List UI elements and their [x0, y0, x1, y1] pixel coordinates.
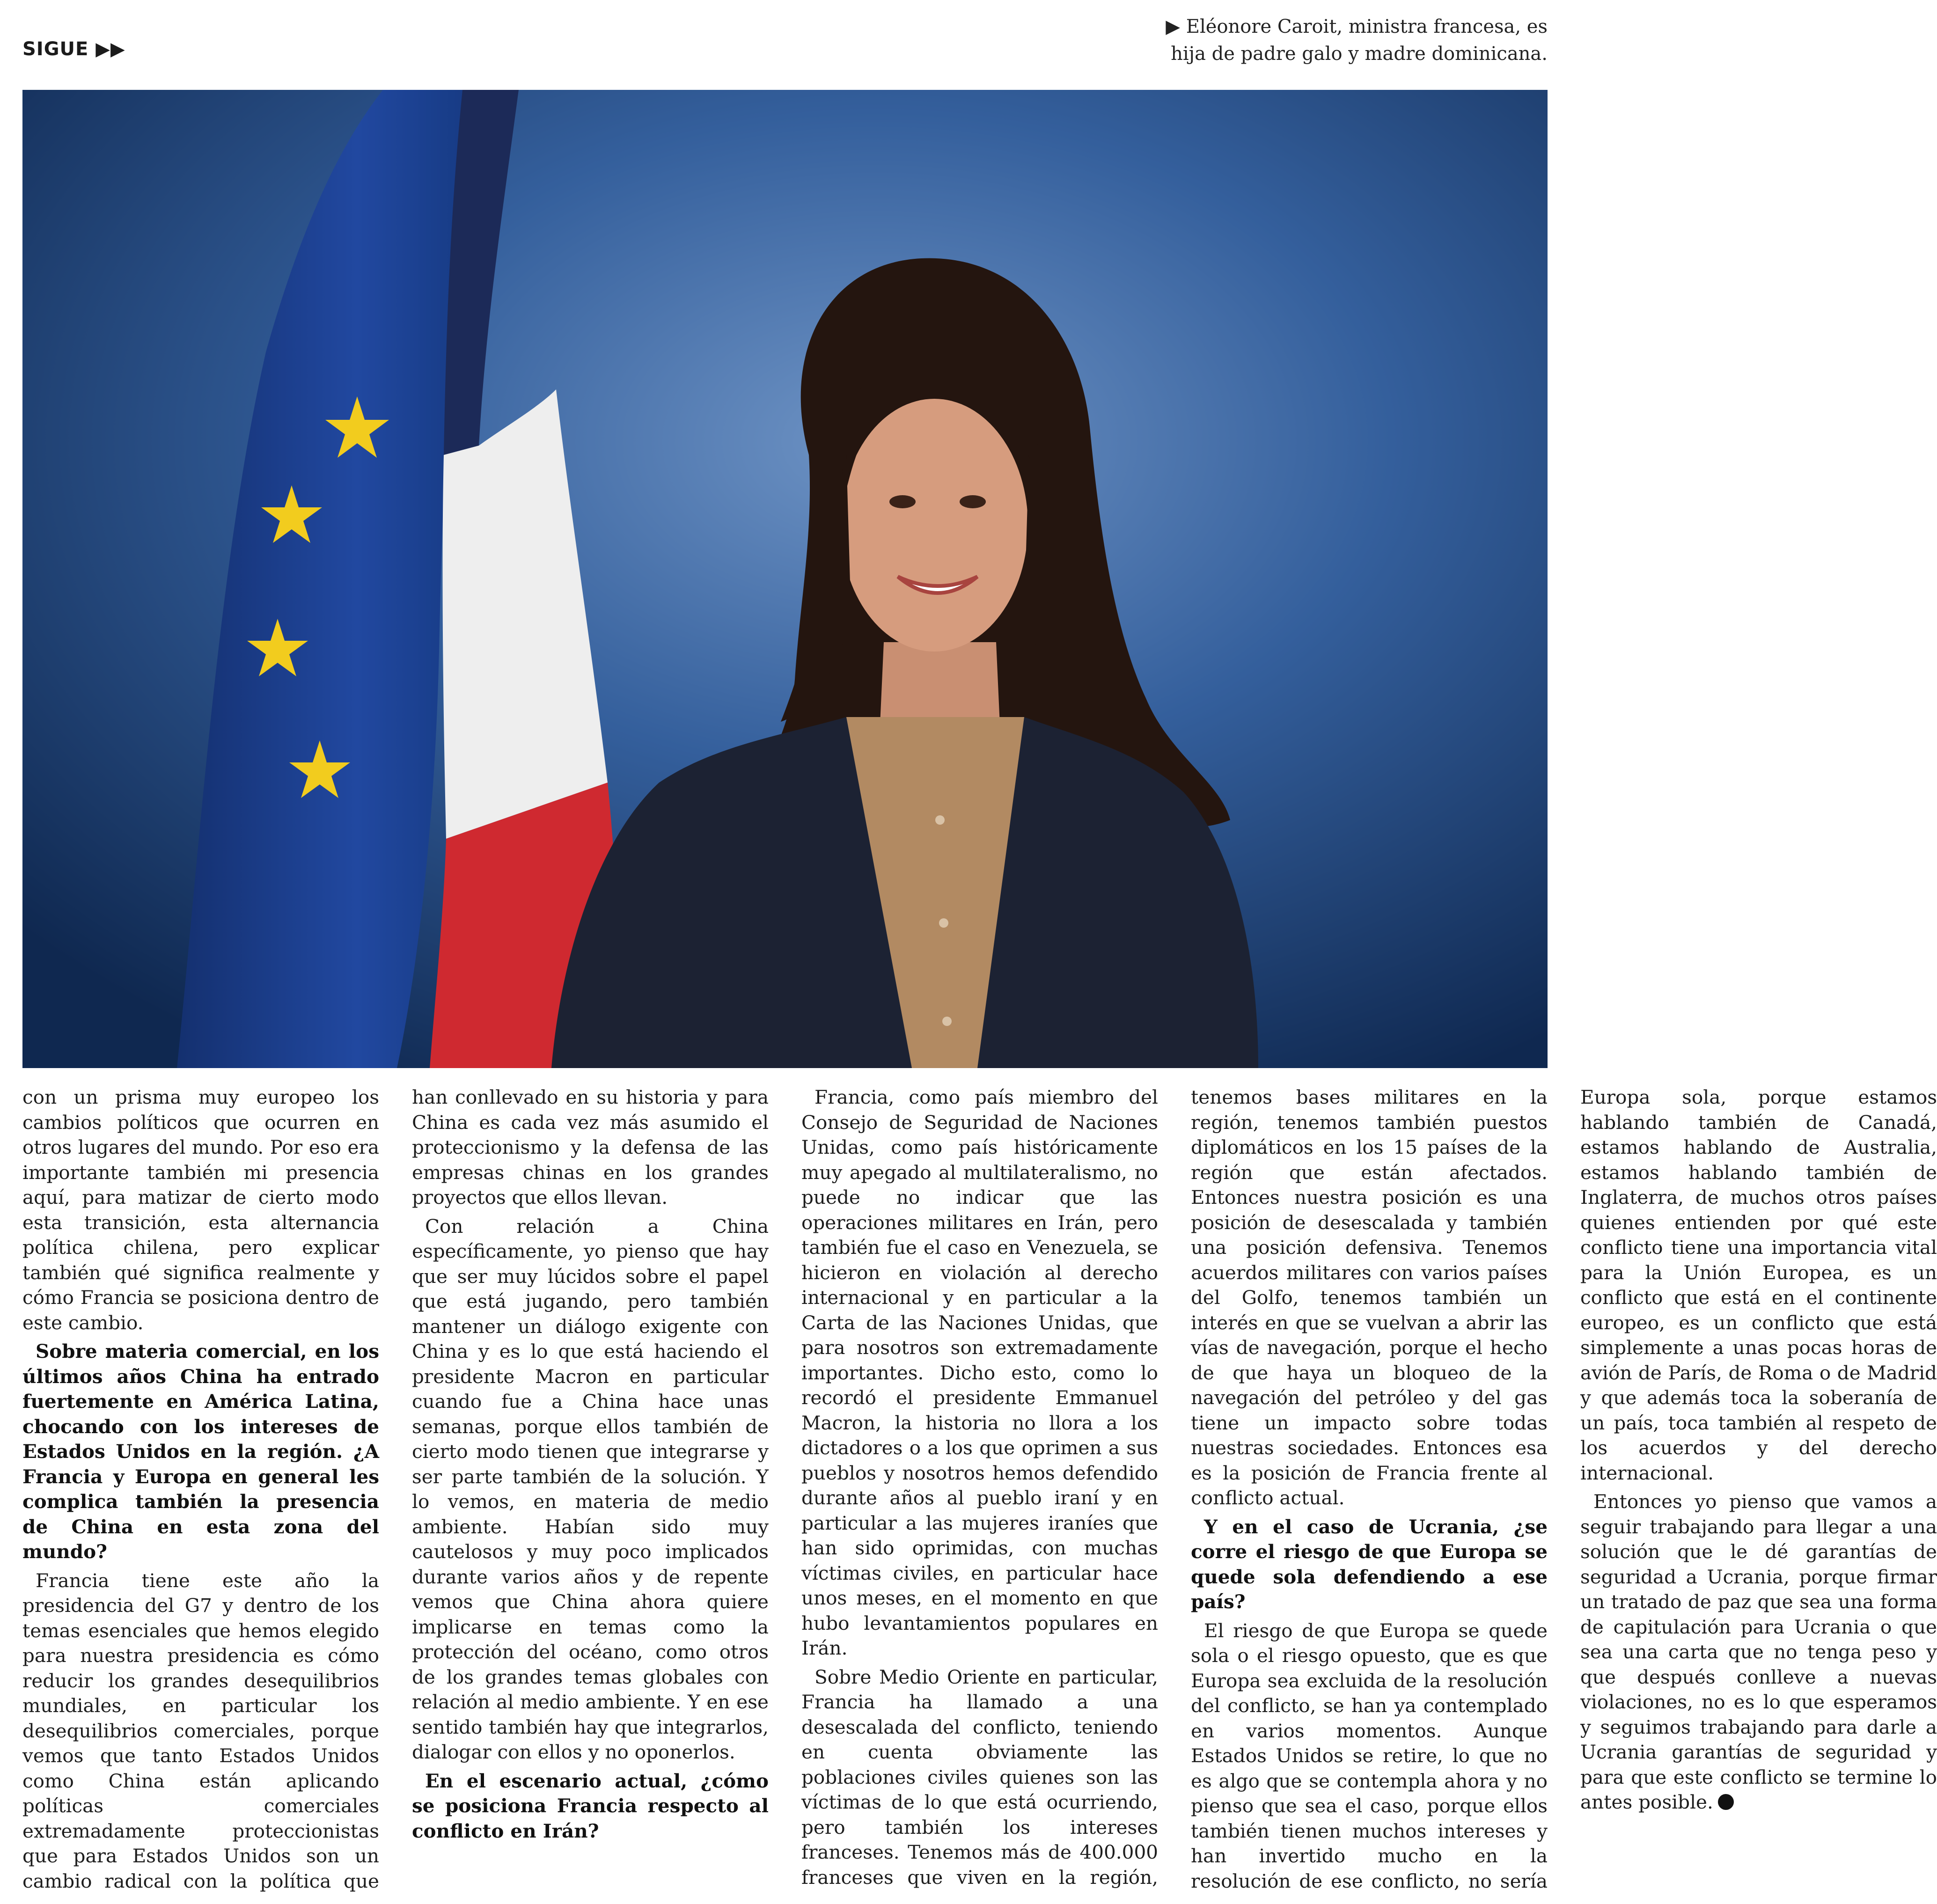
sigue-label: SIGUE ▶▶ [22, 38, 125, 60]
photo-caption: ▶ Eléonore Caroit, ministra francesa, es hija de padre galo y madre dominicana. [1166, 16, 1548, 65]
interview-question: Y en el caso de Ucrania, ¿se corre el riesgo de que Europa se quede sola defendiendo a ese país? [1191, 1515, 1548, 1613]
article-paragraph: con un prisma muy europeo los cambios políticos que ocurren en otros lugares del mundo. Por eso era importante también mi presencia aquí, para matizar de cierto modo esta transición, esta alternancia política chilena, pero explicar también qué significa realmente y cómo Francia se posiciona dentro de este cambio. [22, 1086, 379, 1334]
article-paragraph: Entonces yo pienso que vamos a seguir trabajando para llegar a una solución que le dé garantías de seguridad a Ucrania, porque firmar un tratado de paz que sea una forma de capitulación para Ucrania o que sea una carta que no tenga peso y que después conlleve a nuevas violaciones, no es lo que esperamos y seguimos trabajando para darle a Ucrania garantías de seguridad y para que este conflicto se termine lo antes posible. [1580, 1490, 1937, 1813]
article-body [22, 1085, 1937, 1895]
article-paragraph: Francia, como país miembro del Consejo de Seguridad de Naciones Unidas, como país históricamente muy apegado al multilateralismo, no puede no indicar que las operaciones militares en Irán, pero también fue el caso en Venezuela, se hicieron en violación al derecho internacional y en particular a la Carta de las Naciones Unidas, que para nosotros son extremadamente importantes. Dicho esto, como lo recordó el presidente Emmanuel Macron, la historia no llora a los dictadores o a los que oprimen a sus pueblos y nosotros hemos defendido durante años al pueblo iraní y en particular a las mujeres iraníes que han sido oprimidas, con muchas víctimas civiles, en particular hace unos meses, en el momento en que hubo levantamientos populares en Irán. [801, 1086, 1158, 1659]
interview-question: Sobre materia comercial, en los últimos años China ha entrado fuertemente en América Latina, chocando con los intereses de Estados Unidos en la región. ¿A Francia y Europa en general les complica también la presencia de China en esta zona del mundo? [22, 1340, 379, 1563]
article-paragraph: Con relación a China específicamente, yo pienso que hay que ser muy lúcidos sobre el papel que está jugando, pero también mantener un diálogo exigente con China y es lo que está haciendo el presidente Macron en particular cuando fue a China hace unas semanas, porque ellos también de cierto modo tienen que integrarse y ser parte también de la solución. Y lo vemos, en materia de medio ambiente. Habían sido muy cautelosos y muy poco implicados durante varios años y de repente vemos que China ahora quiere implicarse en temas como la protección del océano, como otros de los grandes temas globales con relación al medio ambiente. Y en ese sentido también hay que integrarlos, dialogar con ellos y no oponerlos. [412, 1215, 769, 1763]
article-paragraph: Francia tiene este año la presidencia del G7 y dentro de los temas esenciales que hemos elegido para nuestra presidencia es cómo reducir los grandes desequilibrios mundiales, en particular los desequilibrios comerciales, porque vemos que tanto Estados Unidos como China están aplicando políticas comerciales extremadamente proteccionistas que para Estados Unidos son un cambio radical con la política que han conllevado en su historia y para China es cada vez más asumido el proteccionismo y la defensa de las empresas chinas en los grandes proyectos que ellos llevan. [22, 1086, 769, 1892]
interview-question: En el escenario actual, ¿cómo se posiciona Francia respecto al conflicto en Irán? [412, 1769, 769, 1842]
article-paragraph: El riesgo de que Europa se quede sola o el riesgo opuesto, que es que Europa sea excluida de la resolución del conflicto, se han ya contemplado en varios momentos. Aunque Estados Unidos se retire, lo que no es algo que se contempla ahora y no pienso que sea el caso, porque ellos también tienen muchos intereses y han invertido mucho en la resolución de ese conflicto, no sería Europa sola, porque estamos hablando también de Canadá, estamos hablando de Australia, estamos hablando también de Inglaterra, de muchos otros países quienes entienden por qué este conflicto tiene una importancia vital para la Unión Europea, es un conflicto que está en el continente europeo, es un conflicto que está simplemente a unas pocas horas de avión de París, de Roma o de Madrid y que además toca la soberanía de un país, toca también al respeto de los acuerdos y del derecho internacional. [1191, 1086, 1937, 1892]
end-of-article-mark [1718, 1794, 1734, 1810]
face [841, 399, 1028, 652]
article-paragraph: Sobre Medio Oriente en particular, Francia ha llamado a una desescalada del conflicto, teniendo en cuenta obviamente las poblaciones civiles quienes son las víctimas de lo que está ocurriendo, pero también los intereses franceses. Tenemos más de 400.000 franceses que viven en la región, tenemos bases militares en la región, tenemos también puestos diplomáticos en los 15 países de la región que están afectados. Entonces nuestra posición es una posición de desescalada y también una posición defensiva. Tenemos acuerdos militares con varios países del Golfo, tenemos también un interés en que se vuelvan a abrir las vías de navegación, porque el hecho de que haya un bloqueo de la navegación del petróleo y del gas tiene un impacto sobre todas nuestras sociedades. Entonces esa es la posición de Francia frente al conflicto actual. [801, 1086, 1548, 1889]
portrait-photo [22, 90, 1548, 1068]
